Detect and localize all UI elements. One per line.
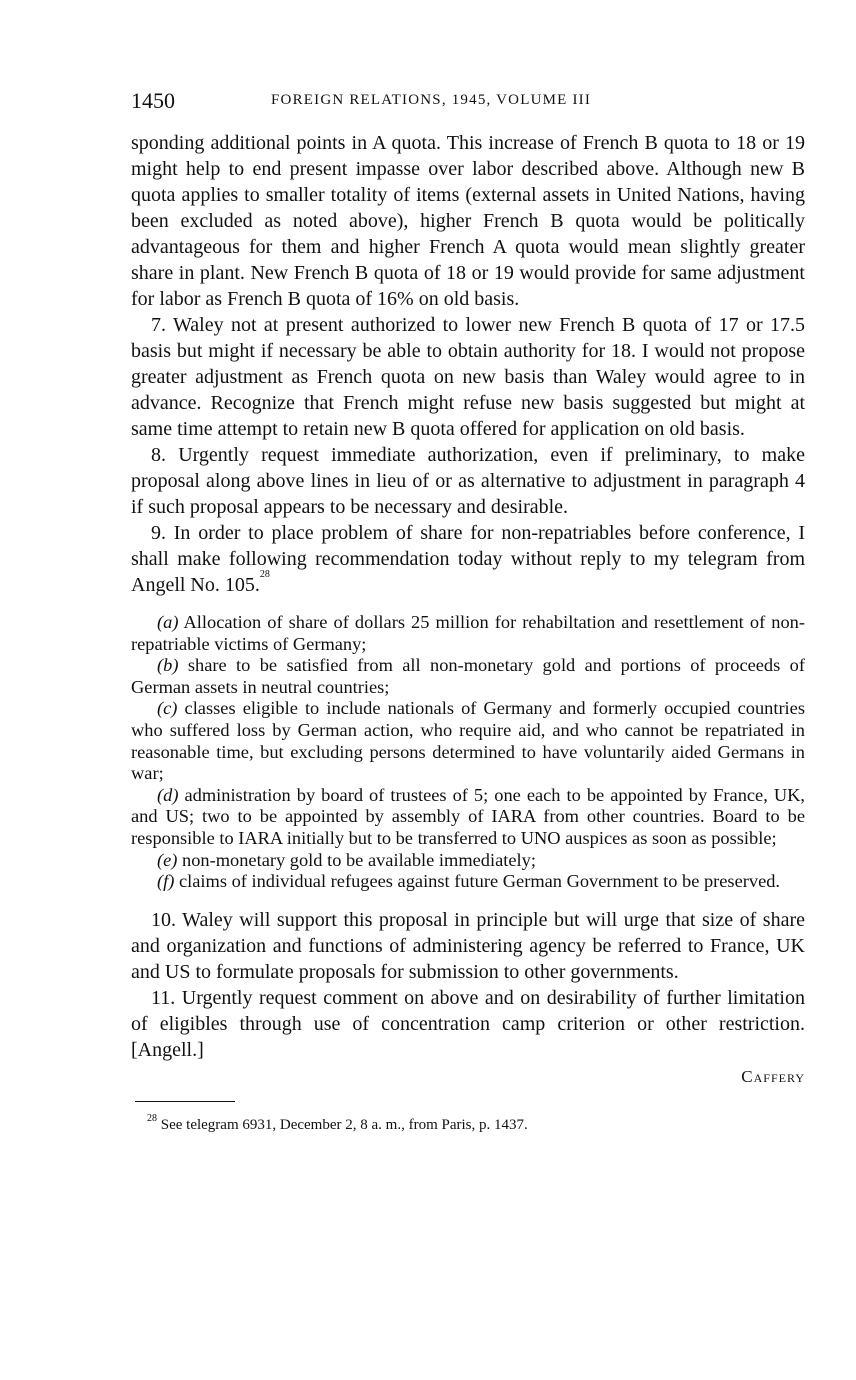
- paragraph-11: 11. Urgently request comment on above and on desirability of further limitation of eligibles through use of concentration camp criterion or other restriction. [Angell.]: [131, 986, 805, 1061]
- item-text: administration by board of trustees of 5; one each to be appointed by France, UK, and US; two to be appointed by assembly of IARA from other countries. Board to be responsible to IARA initially but to be transferred to UNO auspices as soon as possible;: [131, 784, 805, 848]
- running-head: FOREIGN RELATIONS, 1945, VOLUME III: [271, 92, 592, 108]
- body-text-closing: [131, 907, 805, 1063]
- recommendation-list: [131, 612, 805, 893]
- item-text: non-monetary gold to be available immediately;: [182, 849, 536, 870]
- list-item: [131, 612, 805, 655]
- item-text: share to be satisfied from all non-monetary gold and portions of proceeds of German assets in neutral countries;: [131, 655, 805, 697]
- list-item: [131, 850, 805, 872]
- item-text: claims of individual refugees against future German Government to be preserved.: [178, 871, 781, 892]
- paragraph-8: 8. Urgently request immediate authorization, even if preliminary, to make proposal along above lines in lieu of or as alternative to adjustment in paragraph 4 if such proposal appears to be necessary and desirable.: [131, 444, 805, 518]
- paragraph-continued: sponding additional points in A quota. This increase of French B quota to 18 or 19 might help to end present impasse over labor described above. Although new B quota applies to smaller totality of items (external assets in United Nations, having been excluded as noted above), higher French B quota would be politically advantageous for them and higher French A quota would mean slightly greater share in plant. New French B quota of 18 or 19 would provide for same adjustment for labor as French B quota of 16% on old basis.: [131, 132, 805, 310]
- item-label: (c): [157, 698, 178, 719]
- item-label: (d): [157, 784, 179, 805]
- list-item: [131, 655, 805, 698]
- body-text: [131, 130, 805, 598]
- item-text: classes eligible to include nationals of Germany and formerly occupied countries who suffered loss by German action, who require aid, and who cannot be repatriated in reasonable time, but excluding persons determined to have voluntarily aided Germans in war;: [131, 698, 805, 784]
- item-label: (b): [157, 655, 179, 676]
- list-item: [131, 871, 805, 893]
- footnote-rule: [135, 1101, 235, 1102]
- footnote: [131, 1112, 805, 1134]
- list-item: [131, 698, 805, 784]
- paragraph-9-text: 9. In order to place problem of share for non-repatriables before conference, I shall make following recommendation today without reply to my telegram from Angell No. 105.: [131, 522, 805, 596]
- footnote-ref: 28: [259, 569, 270, 580]
- paragraph-7: 7. Waley not at present authorized to lower new French B quota of 17 or 17.5 basis but might if necessary be able to obtain authority for 18. I would not propose greater adjustment as French quota on new basis than Waley would agree to in advance. Recognize that French might refuse new basis suggested but might at same time attempt to retain new B quota offered for application on old basis.: [131, 314, 805, 440]
- page-header: [131, 88, 805, 118]
- item-label: (f): [157, 871, 175, 892]
- footnote-number: 28: [147, 1112, 157, 1124]
- list-item: [131, 785, 805, 850]
- item-label: (e): [157, 849, 178, 870]
- signature: Caffery: [741, 1066, 805, 1086]
- paragraph-9: [131, 520, 805, 598]
- paragraph-10: 10. Waley will support this proposal in principle but will urge that size of share and organization and functions of administering agency be referred to France, UK and US to formulate proposals for submission to other governments.: [131, 908, 805, 983]
- page-number: 1450: [131, 88, 175, 113]
- footnote-text: See telegram 6931, December 2, 8 a. m., from Paris, p. 1437.: [160, 1116, 528, 1133]
- item-text: Allocation of share of dollars 25 million for rehabiltation and resettlement of non-repatriable victims of Germany;: [131, 612, 805, 654]
- document-page: [131, 88, 805, 1134]
- item-label: (a): [157, 612, 179, 632]
